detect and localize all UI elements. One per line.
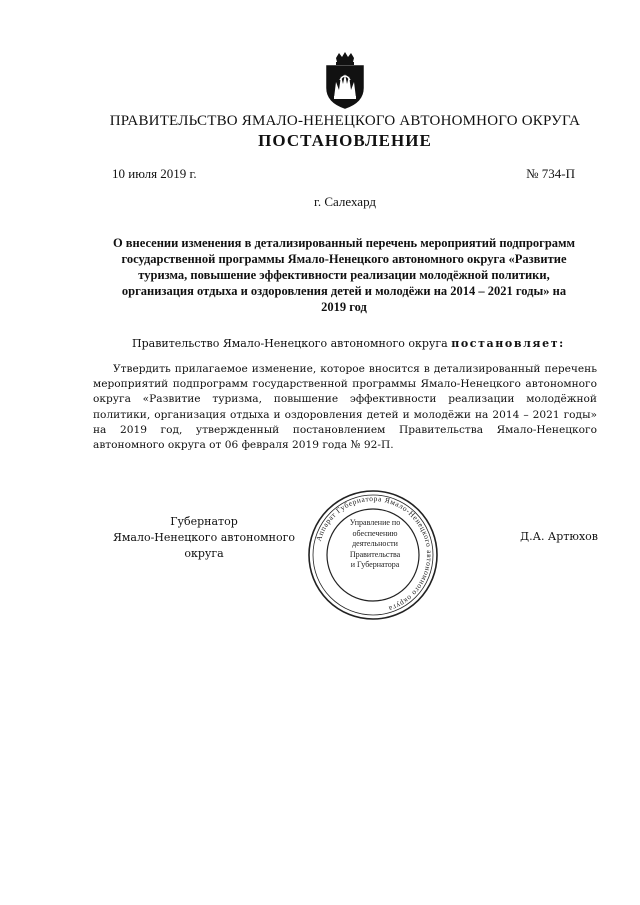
coat-of-arms-icon <box>322 52 368 110</box>
stamp-line: обеспечению <box>352 528 398 538</box>
signatory-title-line1: Губернатор <box>170 515 238 528</box>
signatory-name: Д.А. Артюхов <box>520 530 598 543</box>
document-date: 10 июля 2019 г. <box>112 166 197 181</box>
document-number: № 734-П <box>526 166 575 181</box>
document-city: г. Салехард <box>313 194 377 209</box>
resolution-body: Утвердить прилагаемое изменение, которое вносится в детализированный перечень мероприятий подпрограмм государственной программы Ямало-Ненецкого автономного округа «Развитие туризма, повышение эффективности реализации молодёжной политики, организация отдыха и оздоровления детей и молодёжи на 2014 – 2021 годы» на 2019 год, утвержденный постановлением Правительства Ямало-Ненецкого автономного округа от 06 февраля 2019 года № 92-П. <box>93 363 597 452</box>
stamp-ring-text: Аппарат Губернатора Ямало-Ненецкого автономного округа <box>313 493 435 614</box>
preamble-emphasis: постановляет: <box>451 337 565 350</box>
stamp-line: Правительства <box>349 549 401 559</box>
stamp-line: деятельности <box>352 539 398 548</box>
document-type: ПОСТАНОВЛЕНИЕ <box>258 131 432 150</box>
stamp-line: и Губернатора <box>350 560 400 569</box>
document-heading: О внесении изменения в детализированный перечень мероприятий подпрограмм государственной программы Ямало-Ненецкого автономного округа «Развитие туризма, повышение эффективности реализации молодёжной политики, организация отдыха и оздоровления детей и молодёжи на 2014 – 2021 годы» на 2019 год <box>112 236 576 314</box>
signatory-title <box>93 514 315 562</box>
signatory-title-line2: Ямало-Ненецкого автономного округа <box>112 531 296 560</box>
government-title: ПРАВИТЕЛЬСТВО ЯМАЛО-НЕНЕЦКОГО АВТОНОМНОГО ОКРУГА <box>109 113 581 129</box>
stamp-line: Управление по <box>349 518 401 527</box>
preamble <box>132 337 565 350</box>
preamble-text: Правительство Ямало-Ненецкого автономного округа <box>132 337 452 350</box>
stamp-inner-text <box>334 518 416 571</box>
